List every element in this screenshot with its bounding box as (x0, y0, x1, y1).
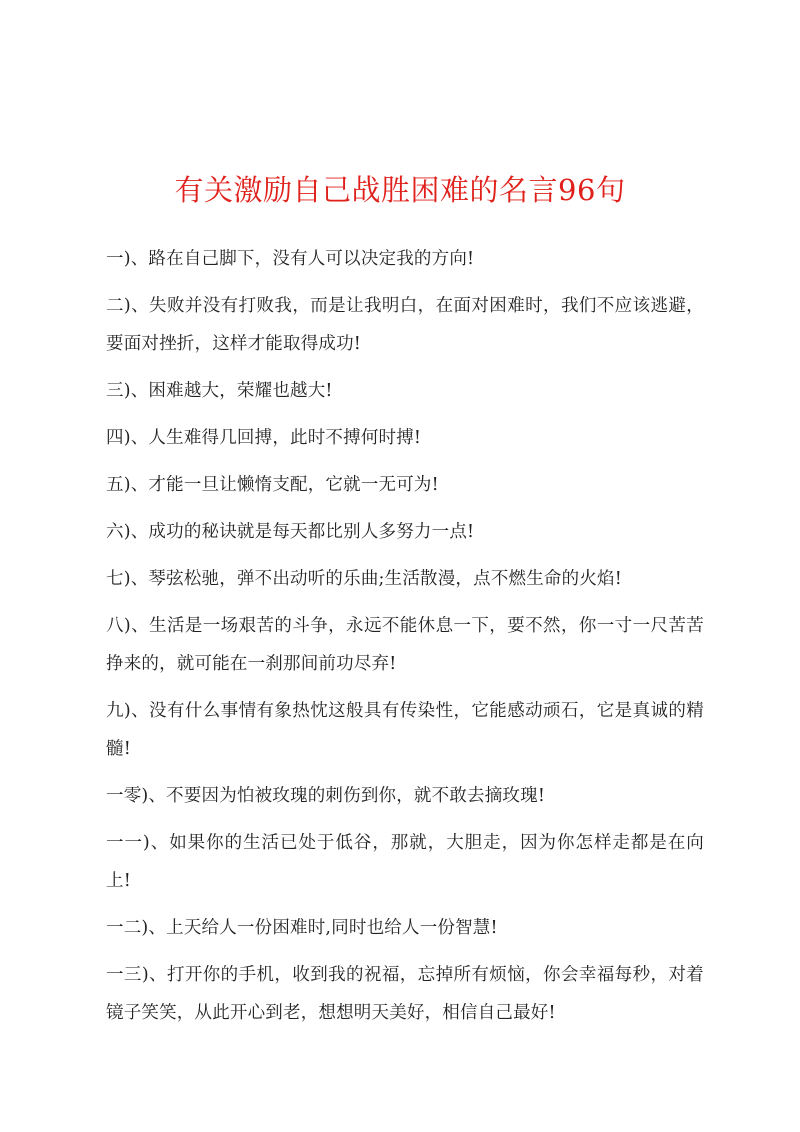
quote-item: 二)、失败并没有打败我，而是让我明白，在面对困难时，我们不应该逃避，要面对挫折，这样才能取得成功! (106, 296, 704, 354)
quote-item: 四)、人生难得几回搏，此时不搏何时搏! (106, 428, 422, 448)
quote-item: 一)、路在自己脚下，没有人可以决定我的方向! (106, 249, 475, 269)
quote-item: 三)、困难越大，荣耀也越大! (106, 381, 333, 401)
quote-item: 七)、琴弦松驰，弹不出动听的乐曲;生活散漫，点不燃生命的火焰! (106, 569, 622, 589)
quote-item: 一零)、不要因为怕被玫瑰的刺伤到你，就不敢去摘玫瑰! (106, 786, 546, 806)
quote-item: 九)、没有什么事情有象热忱这般具有传染性，它能感动顽石，它是真诚的精髓! (106, 701, 704, 759)
quote-item: 六)、成功的秘诀就是每天都比别人多努力一点! (106, 522, 475, 542)
quote-item: 一三)、打开你的手机，收到我的祝福，忘掉所有烦恼，你会幸福每秒，对着镜子笑笑，从此开心到老，想想明天美好，相信自己最好! (106, 965, 704, 1023)
quote-item: 一二)、上天给人一份困难时,同时也给人一份智慧! (106, 918, 498, 938)
quote-item: 五)、才能一旦让懒惰支配，它就一无可为! (106, 475, 439, 495)
quote-item: 一一)、如果你的生活已处于低谷，那就，大胆走，因为你怎样走都是在向上! (106, 833, 704, 891)
quote-item: 八)、生活是一场艰苦的斗争，永远不能休息一下，要不然，你一寸一尺苦苦挣来的，就可能在一刹那间前功尽弃! (106, 616, 704, 674)
quote-list (106, 240, 704, 1041)
document-title: 有关激励自己战胜困难的名言96句 (174, 173, 626, 207)
